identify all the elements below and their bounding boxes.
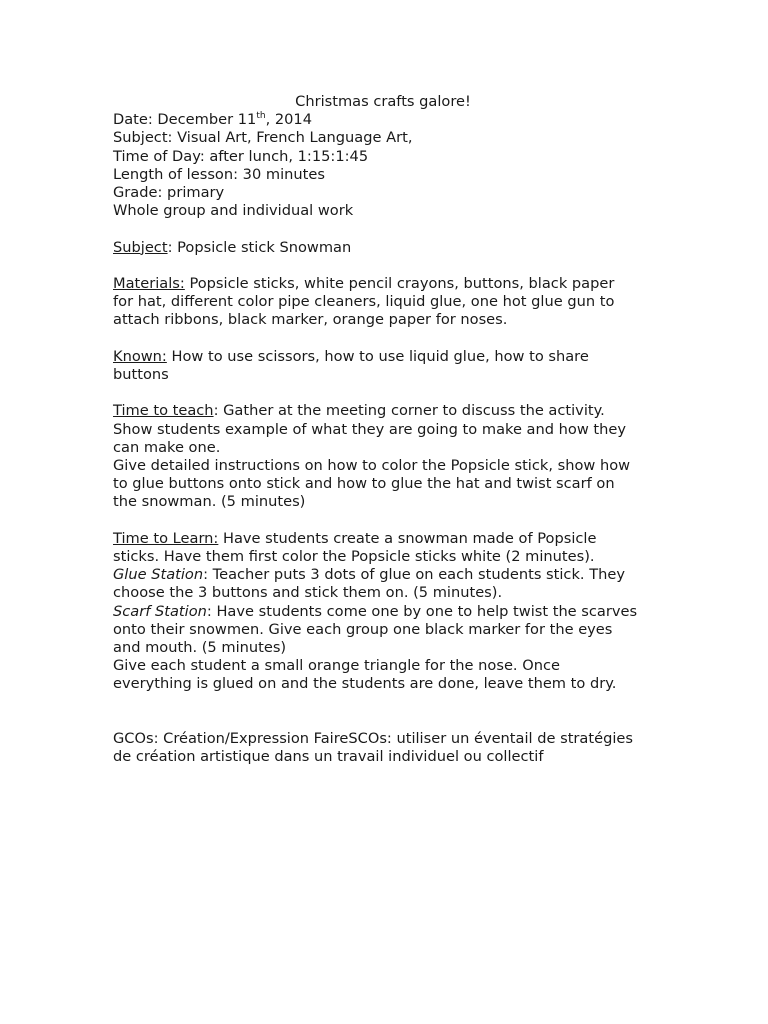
date-suffix: , 2014 (265, 111, 312, 129)
materials-section (113, 275, 653, 330)
date-line (113, 111, 653, 129)
document-body (113, 93, 653, 766)
known-text-1: How to use scissors, how to use liquid glue, how to share (166, 347, 589, 365)
length-line: Length of lesson: 30 minutes (113, 165, 325, 183)
gcos-text-1: GCOs: Création/Expression FaireSCOs: utiliser un éventail de stratégies (113, 730, 633, 748)
materials-text-1: Popsicle sticks, white pencil crayons, buttons, black paper (184, 275, 615, 292)
scarf-station-text-2: onto their snowmen. Give each group one black marker for the eyes (113, 620, 613, 638)
known-label: Known: (113, 347, 167, 365)
scarf-station-label: Scarf Station (113, 602, 207, 620)
time-to-learn-text-2: sticks. Have them first color the Popsicle sticks white (2 minutes). (113, 548, 595, 565)
grade-line: Grade: primary (113, 184, 225, 202)
time-to-teach-text-3: can make one. (113, 438, 221, 456)
time-to-teach-text-1: : Gather at the meeting corner to discuss the activity. (213, 402, 605, 420)
time-to-learn-label: Time to Learn: (113, 529, 219, 547)
glue-station-label: Glue Station (113, 566, 204, 584)
grouping-line: Whole group and individual work (113, 202, 354, 220)
lesson-subject-text: : Popsicle stick Snowman (167, 238, 352, 256)
date-superscript: th (256, 111, 266, 122)
time-to-teach-text-2: Show students example of what they are going to make and how they (113, 420, 626, 438)
glue-station-text-1: : Teacher puts 3 dots of glue on each students stick. They (203, 566, 625, 584)
nose-text-1: Give each student a small orange triangle for the nose. Once (113, 657, 560, 675)
time-to-teach-text-5: to glue buttons onto stick and how to glue the hat and twist scarf on (113, 475, 615, 493)
nose-text-2: everything is glued on and the students are done, leave them to dry. (113, 675, 617, 693)
known-section (113, 348, 653, 384)
date-prefix: Date: December 11 (113, 111, 257, 129)
time-to-learn-text-1: Have students create a snowman made of Popsicle (218, 529, 597, 547)
lesson-subject-label: Subject (113, 238, 168, 256)
time-to-teach-section (113, 402, 653, 511)
subject-line: Subject: Visual Art, French Language Art, (113, 129, 413, 147)
glue-station-text-2: choose the 3 buttons and stick them on. (5 minutes). (113, 584, 503, 602)
time-to-teach-label: Time to teach (113, 402, 214, 420)
materials-text-2: for hat, different color pipe cleaners, liquid glue, one hot glue gun to (113, 293, 615, 311)
time-to-teach-text-6: the snowman. (5 minutes) (113, 493, 306, 511)
materials-label: Materials: (113, 275, 185, 292)
scarf-station-text-3: and mouth. (5 minutes) (113, 639, 287, 657)
time-to-learn-section (113, 530, 653, 694)
lesson-subject (113, 239, 653, 257)
gcos-section (113, 730, 653, 766)
materials-text-3: attach ribbons, black marker, orange paper for noses. (113, 311, 508, 329)
gcos-text-2: de création artistique dans un travail individuel ou collectif (113, 748, 544, 766)
scarf-station-text-1: : Have students come one by one to help twist the scarves (206, 602, 638, 620)
known-text-2: buttons (113, 366, 169, 383)
time-of-day-line: Time of Day: after lunch, 1:15:1:45 (113, 147, 369, 165)
document-title: Christmas crafts galore! (295, 93, 471, 110)
time-to-teach-text-4: Give detailed instructions on how to color the Popsicle stick, show how (113, 457, 631, 474)
